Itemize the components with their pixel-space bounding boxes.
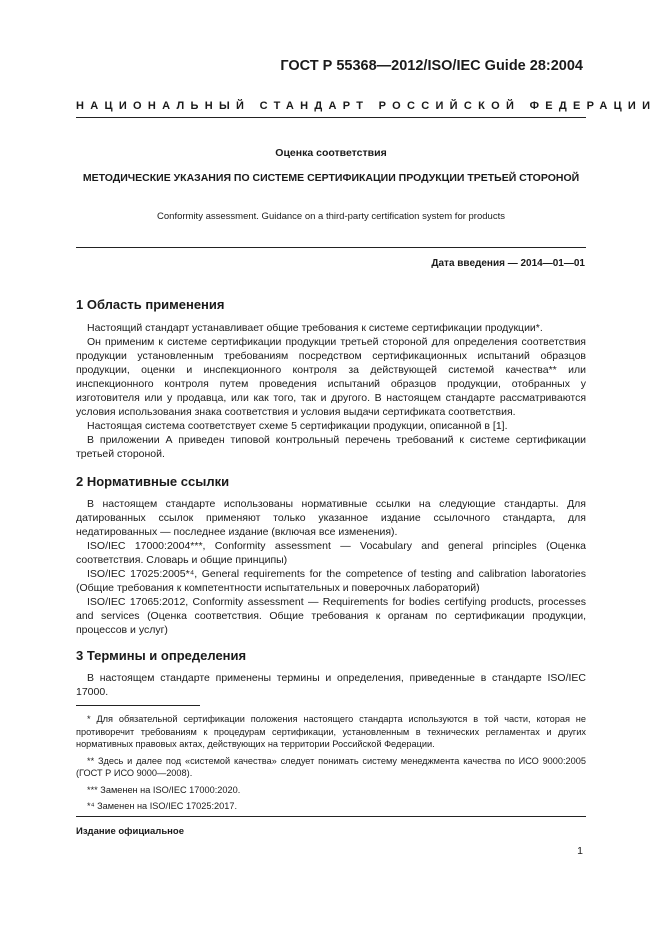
section-body — [76, 671, 586, 699]
footer-divider — [76, 816, 586, 817]
title-divider — [76, 247, 586, 248]
footnote: *⁴ Заменен на ISO/IEC 17025:2017. — [87, 801, 238, 811]
edition-label: Издание официальное — [76, 826, 184, 837]
footnote: ** Здесь и далее под «системой качества» следует понимать систему менеджмента качества по ИСО 9000:2005 (ГОСТ Р ИСО 9000—2008). — [76, 755, 586, 778]
section-body — [76, 321, 586, 461]
paragraph: В приложении А приведен типовой контрольный перечень требований к системе сертификации третьей стороной. — [76, 434, 586, 460]
paragraph: Настоящая система соответствует схеме 5 сертификации продукции, описанной в [1]. — [87, 420, 508, 432]
section-body — [76, 497, 586, 637]
paragraph: В настоящем стандарте применены термины и определения, приведенные в стандарте ISO/IEC 17000. — [76, 672, 586, 698]
footnote: *** Заменен на ISO/IEC 17000:2020. — [87, 784, 241, 795]
paragraph: Настоящий стандарт устанавливает общие требования к системе сертификации продукции*. — [87, 322, 543, 334]
title-main: МЕТОДИЧЕСКИЕ УКАЗАНИЯ ПО СИСТЕМЕ СЕРТИФИКАЦИИ ПРОДУКЦИИ ТРЕТЬЕЙ СТОРОНОЙ — [82, 172, 580, 184]
title-english: Conformity assessment. Guidance on a third-party certification system for products — [157, 211, 505, 222]
paragraph: Он применим к системе сертификации продукции третьей стороной для определения соответствия продукции установленным требованиям посредством сертификационных испытаний образцов продукции, оценки и инспекционного контроля за действующей системой качества** или инспекционного контроля путем проведения испытаний образцов продукции, отобранных у изготовителя или у продавца, или как того, так и другого. В настоящем стандарте рассматриваются условия использования знака соответствия и условия выдачи сертификата соответствия. — [76, 336, 586, 418]
title-category: Оценка соответствия — [275, 147, 387, 159]
paragraph: В настоящем стандарте использованы нормативные ссылки на следующие стандарты. Для датированных ссылок применяют только указанное издание ссылочного стандарта, для недатированных — последнее издание (включая все изменения). — [76, 498, 586, 538]
reference-item: ISO/IEC 17065:2012, Conformity assessment — Requirements for bodies certifying products, processes and services (Оценка соответствия. Общие требования к органам по сертификации продукции, процессов и услуг) — [76, 596, 586, 636]
national-standard-banner: НАЦИОНАЛЬНЫЙ СТАНДАРТ РОССИЙСКОЙ ФЕДЕРАЦИИ — [76, 100, 657, 112]
footnotes — [76, 713, 586, 817]
footnote: * Для обязательной сертификации положения настоящего стандарта используются в той части, которая не противоречит требованиям к процедурам сертификации, установленным в технических регламентах и других нормативных правовых актах, действующих на территории Российской Федерации. — [76, 714, 586, 749]
reference-item: ISO/IEC 17000:2004***, Conformity assessment — Vocabulary and general principles (Оценка соответствия. Словарь и общие принципы) — [76, 540, 586, 566]
footnote-divider — [76, 705, 200, 706]
section-heading: 1 Область применения — [76, 297, 225, 312]
section-heading: 3 Термины и определения — [76, 648, 247, 663]
section-heading: 2 Нормативные ссылки — [76, 474, 230, 489]
header-divider — [76, 117, 586, 118]
introduction-date: Дата введения — 2014—01—01 — [431, 258, 585, 269]
page-number: 1 — [577, 845, 583, 857]
reference-item: ISO/IEC 17025:2005*⁴, General requirements for the competence of testing and calibration laboratories (Общие требования к компетентности испытательных и поверочных лабораторий) — [76, 568, 586, 594]
document-code: ГОСТ Р 55368—2012/ISO/IEC Guide 28:2004 — [280, 58, 583, 74]
